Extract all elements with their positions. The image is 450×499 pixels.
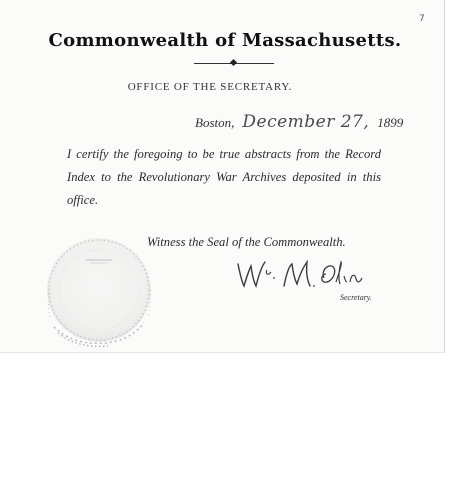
rule-diamond-ornament: [230, 59, 237, 66]
corner-mark: 7: [419, 14, 425, 24]
signatory-title: Secretary.: [340, 293, 372, 302]
witness-line: Witness the Seal of the Commonwealth.: [147, 235, 346, 249]
year: 1899: [377, 115, 404, 130]
dateline: [195, 112, 403, 132]
embossed-seal: [36, 235, 162, 350]
document-heading: Commonwealth of Massachusetts.: [48, 30, 402, 51]
office-title: OFFICE OF THE SECRETARY.: [127, 81, 293, 93]
certification-text: I certify the foregoing to be true abstracts from the Record Index to the Revolutionary War Archives deposited in this office.: [67, 147, 381, 207]
city: Boston,: [195, 115, 235, 130]
handwritten-date: December 27,: [242, 112, 370, 132]
